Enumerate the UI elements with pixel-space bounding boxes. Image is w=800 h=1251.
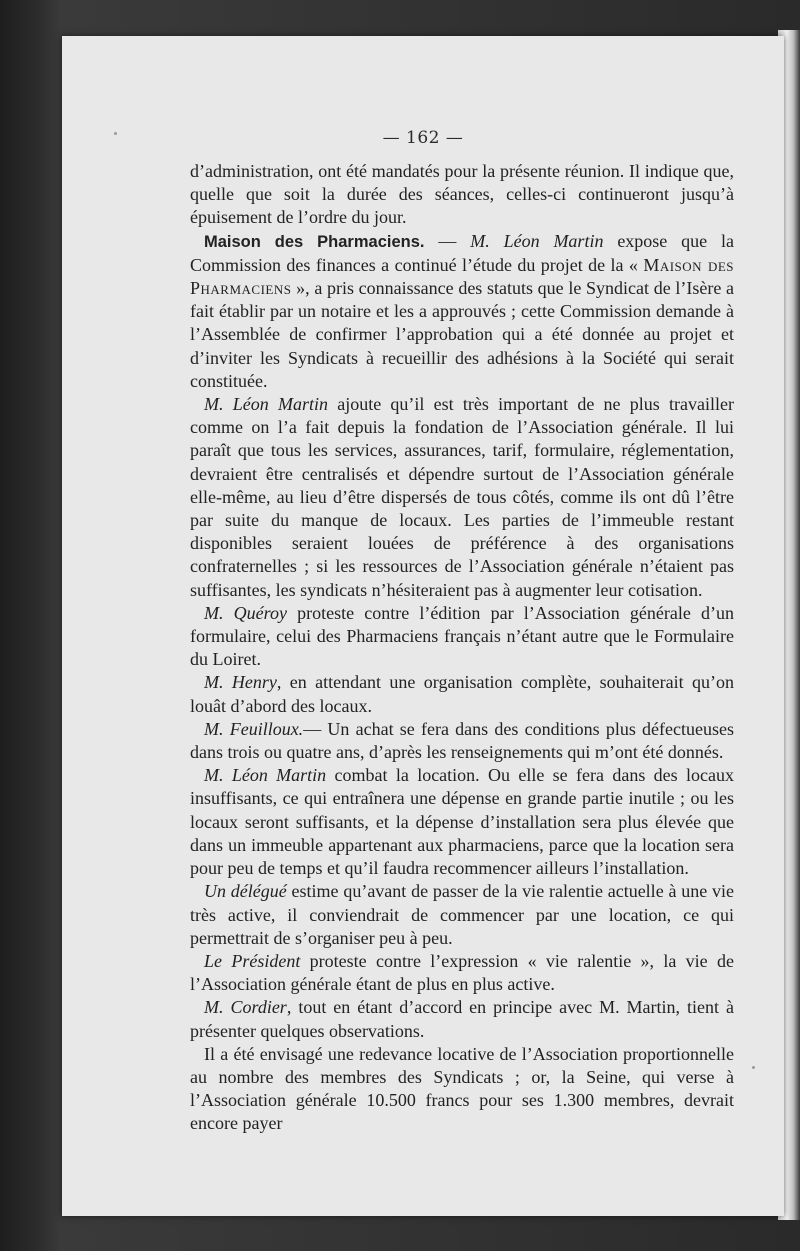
paragraph-president bbox=[190, 950, 734, 996]
page-number: — 162 — bbox=[382, 128, 464, 148]
paragraph-redevance: Il a été envisagé une redevance locative de l’Association proportionnelle au nombre des membres des Syndicats ; or, la Seine, qui verse à l’Association générale 10.500 francs pour ses 1.300 membres, devrait encore payer bbox=[190, 1043, 734, 1134]
paragraph-text: estime qu’avant de passer de la vie ralentie actuelle à une vie très active, il conviendrait de commencer par une location, ce qui permettrait de s’organiser peu à peu. bbox=[190, 881, 735, 948]
paragraph-cordier bbox=[190, 996, 734, 1042]
paragraph-continuation: d’administration, ont été mandatés pour la présente réunion. Il indique que, quelle que soit la durée des séances, celles-ci continueront jusqu’à épuisement de l’ordre du jour. bbox=[190, 161, 734, 228]
speaker-name: M. Léon Martin bbox=[470, 230, 604, 251]
paragraph-queroy bbox=[190, 602, 734, 672]
paragraph-text: expose que la Commission des finances a continué l’étude du projet de la « bbox=[190, 230, 735, 275]
paragraph-henry bbox=[190, 671, 734, 717]
speaker-name: M. Henry bbox=[204, 672, 277, 693]
paragraph-text: , en attendant une organisation complète, souhaiterait qu’on louât d’abord des locaux. bbox=[190, 672, 734, 716]
speaker-name: M. Cordier bbox=[204, 997, 287, 1018]
paragraph-text: proteste contre l’expression « vie ralentie », la vie de l’Association générale étant de plus en plus active. bbox=[190, 950, 734, 995]
small-caps-title: Maison des Pharmaciens bbox=[190, 254, 735, 299]
paragraph-martin-combat bbox=[190, 764, 734, 880]
speaker-name: M. Léon Martin bbox=[204, 765, 327, 786]
body-text bbox=[190, 160, 734, 1136]
section-heading: Maison des Pharmaciens. bbox=[204, 232, 425, 251]
paragraph-delegue bbox=[190, 880, 734, 950]
paragraph-text: », a pris connaissance des statuts que le Syndicat de l’Isère a fait établir par un notaire et les a approuvés ; cette Commission demande à l’Assemblée de confirmer l’approbation qui a été donnée au projet et d’inviter les Syndicats à recueillir des adhésions à la Société qui serait constituée. bbox=[190, 278, 734, 391]
paragraph-text: — Un achat se fera dans des conditions plus défectueuses dans trois ou quatre ans, d’après les renseignements qui m’ont été donnés. bbox=[190, 718, 734, 763]
heading-dash: — bbox=[424, 230, 471, 251]
book-page bbox=[62, 36, 784, 1216]
speaker-name: M. Quéroy bbox=[204, 602, 287, 623]
paragraph-martin-ajoute bbox=[190, 393, 734, 602]
speaker-name: Un délégué bbox=[204, 881, 287, 902]
speaker-name: M. Léon Martin bbox=[204, 394, 328, 415]
speaker-name: Le Président bbox=[204, 950, 301, 971]
paragraph-feuilloux bbox=[190, 718, 734, 764]
paragraph-text: proteste contre l’édition par l’Association générale d’un formulaire, celui des Pharmaciens français n’étant autre que le Formulaire du Loiret. bbox=[190, 602, 735, 670]
paragraph-text: , tout en étant d’accord en principe avec M. Martin, tient à présenter quelques observations. bbox=[190, 997, 734, 1041]
speaker-name: M. Feuilloux. bbox=[204, 718, 304, 739]
paragraph-maison-des-pharmaciens bbox=[190, 230, 734, 393]
paragraph-text: combat la location. Ou elle se fera dans des locaux insuffisants, ce qui entraînera une dépense en grande partie inutile ; ou les locaux seront suffisants, et la dépense d’installation sera plus élevée que dans un immeuble appartenant aux pharmaciens, parce que la location sera pour peu de temps et qu’il faudra recommencer ailleurs l’installation. bbox=[190, 765, 734, 879]
paper-speck bbox=[752, 1066, 755, 1069]
paragraph-text: ajoute qu’il est très important de ne plus travailler comme on l’a fait depuis la fondation de l’Association générale. Il lui paraît que tous les services, assurances, tarif, formulaire, réglementation, devraient être centralisés et dépendre surtout de l’Association générale elle-même, au lieu d’être dispersés de tous côtés, comme ils ont dû l’être par suite du manque de locaux. Les parties de l’immeuble restant disponibles seraient louées de préférence à des organisations confraternelles ; si les ressources de l’Association générale n’étaient pas suffisantes, les syndicats n’hésiteraient pas à augmenter leur cotisation. bbox=[190, 394, 734, 600]
